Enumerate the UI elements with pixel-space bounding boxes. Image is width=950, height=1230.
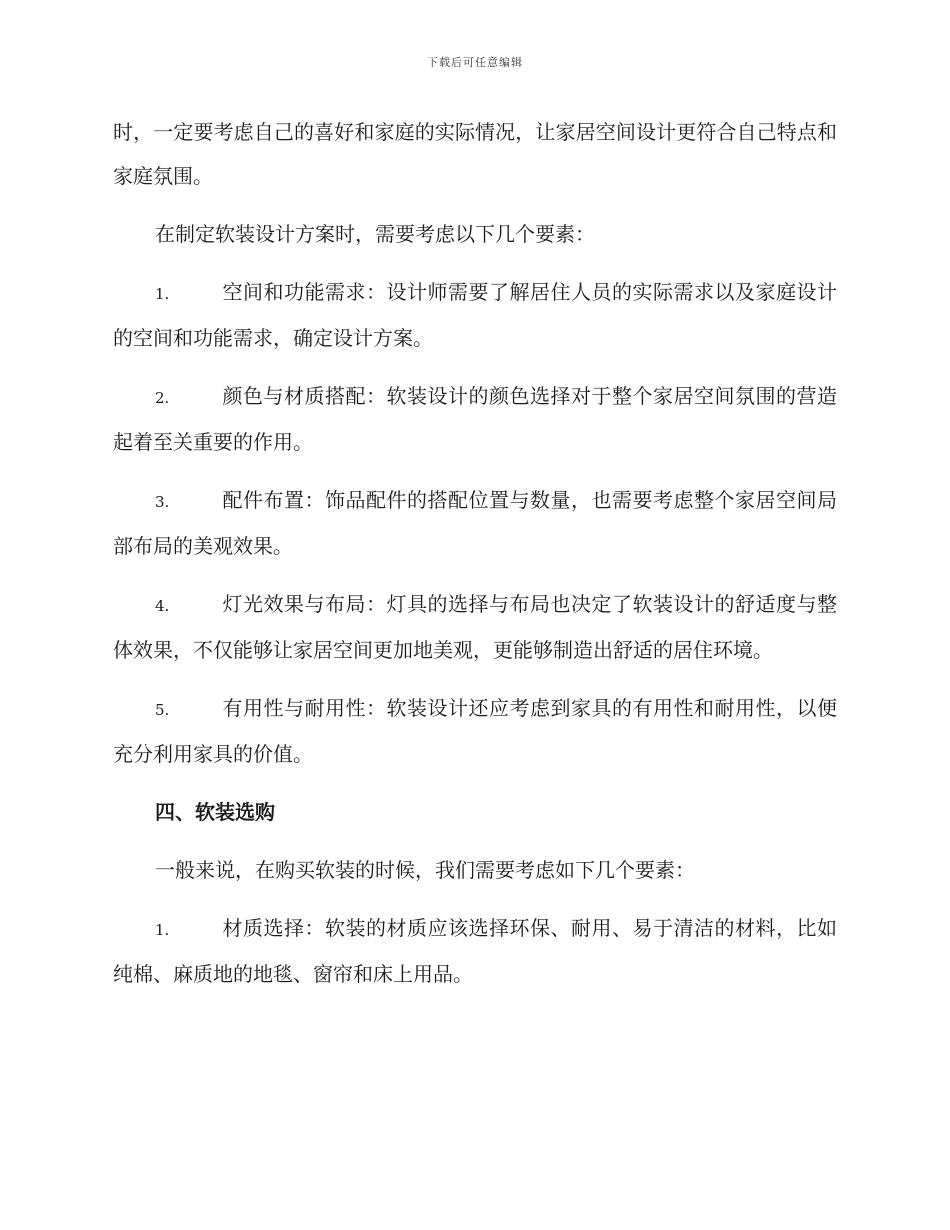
list-item-number: 2. (155, 389, 170, 407)
list-item-text: 灯光效果与布局：灯具的选择与布局也决定了软装设计的舒适度与整体效果，不仅能够让家居空间更加地美观，更能够制造出舒适的居住环境。 (113, 592, 837, 662)
section-heading: 四、软装选购 (155, 800, 275, 824)
list-item-number: 3. (155, 493, 170, 511)
list-item-number: 5. (155, 701, 170, 719)
header-note: 下载后可任意编辑 (427, 56, 523, 69)
list-item-text: 颜色与材质搭配：软装设计的颜色选择对于整个家居空间氛围的营造起着至关重要的作用。 (113, 384, 837, 454)
list-item-text: 配件布置：饰品配件的搭配位置与数量，也需要考虑整个家居空间局部布局的美观效果。 (113, 488, 837, 558)
list-item-text: 材质选择：软装的材质应该选择环保、耐用、易于清洁的材料，比如纯棉、麻质地的地毯、窗帘和床上用品。 (113, 916, 837, 986)
list-item (113, 906, 837, 996)
list-item-text: 空间和功能需求：设计师需要了解居住人员的实际需求以及家庭设计的空间和功能需求，确定设计方案。 (113, 280, 837, 350)
list-item-text: 有用性与耐用性：软装设计还应考虑到家具的有用性和耐用性，以便充分利用家具的价值。 (113, 696, 837, 766)
list-item-number: 1. (155, 921, 170, 939)
list-item (113, 374, 837, 464)
list-item (113, 478, 837, 568)
list-item (113, 582, 837, 672)
list-item-number: 4. (155, 597, 170, 615)
continuation-paragraph: 时，一定要考虑自己的喜好和家庭的实际情况，让家居空间设计更符合自己特点和家庭氛围。 (113, 120, 837, 188)
intro-paragraph: 在制定软装设计方案时，需要考虑以下几个要素： (155, 222, 595, 246)
list-item-number: 1. (155, 285, 170, 303)
list-item (113, 686, 837, 776)
document-body (113, 110, 837, 1010)
section-intro-paragraph: 一般来说，在购买软装的时候，我们需要考虑如下几个要素： (155, 858, 695, 882)
list-item (113, 270, 837, 360)
